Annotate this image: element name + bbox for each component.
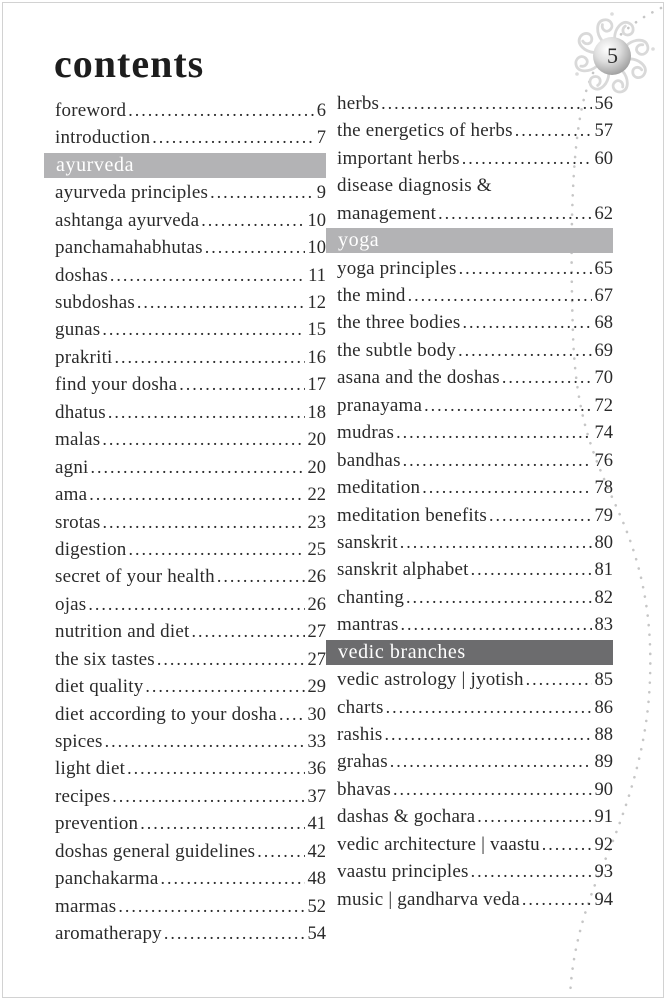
toc-entry-label: mantras bbox=[337, 614, 399, 636]
toc-column-right bbox=[337, 90, 613, 913]
toc-entry-label: prakriti bbox=[55, 346, 113, 368]
toc-entry-page: 25 bbox=[307, 539, 326, 560]
toc-entry bbox=[337, 282, 613, 309]
toc-entry bbox=[337, 721, 613, 748]
toc-entry-page: 6 bbox=[316, 101, 326, 121]
dot-leader bbox=[105, 728, 305, 755]
dot-leader bbox=[137, 289, 305, 316]
toc-entry bbox=[55, 481, 326, 508]
dot-leader bbox=[115, 344, 305, 371]
toc-column-left bbox=[55, 97, 326, 948]
toc-entry bbox=[55, 399, 326, 426]
toc-entry-label: subdoshas bbox=[55, 292, 135, 314]
dot-leader bbox=[201, 207, 304, 234]
toc-entry-label: diet quality bbox=[55, 676, 144, 698]
toc-entry-label: malas bbox=[55, 429, 101, 451]
toc-entry-label: herbs bbox=[337, 93, 380, 114]
toc-entry-label: the mind bbox=[337, 285, 406, 307]
dot-leader bbox=[128, 97, 314, 124]
dot-leader bbox=[191, 618, 304, 645]
toc-entry-label: gunas bbox=[55, 319, 101, 341]
dot-leader bbox=[403, 447, 592, 474]
toc-entry-page: 92 bbox=[594, 834, 613, 855]
dot-leader bbox=[157, 646, 305, 673]
toc-entry-page: 94 bbox=[594, 889, 613, 910]
toc-entry bbox=[55, 838, 326, 865]
toc-entry-label: secret of your health bbox=[55, 566, 215, 588]
toc-entry-label: light diet bbox=[55, 758, 126, 780]
toc-entry-page: 22 bbox=[307, 485, 326, 506]
toc-entry-page: 69 bbox=[594, 340, 613, 361]
page-number-badge: 5 bbox=[607, 43, 618, 68]
toc-entry-label: important herbs bbox=[337, 147, 460, 169]
toc-entry-label: introduction bbox=[55, 127, 151, 149]
dot-leader bbox=[542, 831, 592, 858]
toc-entry-label: bandhas bbox=[337, 449, 401, 471]
toc-entry-label: panchamahabhutas bbox=[55, 237, 203, 259]
toc-entry-page: 62 bbox=[594, 203, 613, 224]
toc-entry-label: mudras bbox=[337, 422, 395, 444]
toc-entry-label: meditation benefits bbox=[337, 504, 487, 526]
toc-entry-label: the six tastes bbox=[55, 648, 155, 670]
dot-leader bbox=[386, 694, 592, 721]
toc-entry-label: ayurveda principles bbox=[55, 182, 209, 204]
toc-entry-label: digestion bbox=[55, 538, 127, 560]
toc-entry bbox=[55, 371, 326, 398]
toc-entry bbox=[337, 474, 613, 501]
toc-entry-label: vaastu principles bbox=[337, 861, 469, 883]
toc-entry-label: the three bodies bbox=[337, 312, 461, 334]
dot-leader bbox=[128, 536, 304, 563]
toc-entry bbox=[55, 124, 326, 151]
toc-entry bbox=[337, 858, 613, 885]
toc-entry bbox=[55, 673, 326, 700]
dot-leader bbox=[140, 810, 304, 837]
toc-entry-label: management bbox=[337, 202, 437, 224]
toc-entry-page: 26 bbox=[307, 567, 326, 588]
toc-entry bbox=[337, 831, 613, 858]
toc-entry bbox=[55, 783, 326, 810]
toc-entry-label: asana and the doshas bbox=[337, 367, 500, 389]
toc-entry-label: vedic astrology | jyotish bbox=[337, 669, 524, 691]
toc-entry bbox=[55, 536, 326, 563]
toc-entry bbox=[337, 309, 613, 336]
toc-entry bbox=[337, 803, 613, 830]
section-header-vedic-branches: vedic branches bbox=[326, 640, 613, 665]
toc-entry bbox=[55, 646, 326, 673]
toc-entry bbox=[55, 618, 326, 645]
toc-entry bbox=[55, 509, 326, 536]
dot-leader bbox=[396, 419, 591, 446]
toc-entry-label: aromatherapy bbox=[55, 923, 162, 945]
toc-entry-page: 72 bbox=[594, 395, 613, 416]
section-header-yoga: yoga bbox=[326, 228, 613, 253]
dot-leader bbox=[110, 262, 305, 289]
dot-leader bbox=[393, 776, 592, 803]
toc-entry-page: 9 bbox=[316, 183, 326, 204]
toc-entry-label: rashis bbox=[337, 723, 383, 745]
toc-entry-page: 11 bbox=[308, 265, 326, 286]
toc-entry bbox=[55, 701, 326, 728]
toc-entry-page: 20 bbox=[307, 430, 326, 451]
toc-entry-page: 57 bbox=[594, 121, 613, 142]
toc-entry-page: 20 bbox=[307, 457, 326, 478]
toc-entry-page: 15 bbox=[307, 320, 326, 341]
toc-entry-label: meditation bbox=[337, 477, 421, 499]
toc-entry-page: 88 bbox=[594, 724, 613, 745]
dot-leader bbox=[205, 234, 305, 261]
toc-entry-page: 37 bbox=[307, 786, 326, 807]
dot-leader bbox=[522, 886, 592, 913]
toc-entry bbox=[55, 426, 326, 453]
dot-leader bbox=[160, 865, 304, 892]
toc-entry bbox=[337, 556, 613, 583]
toc-entry-label: bhavas bbox=[337, 778, 391, 800]
toc-entry-label: yoga principles bbox=[337, 257, 457, 279]
toc-entry-page: 10 bbox=[307, 238, 326, 259]
toc-entry bbox=[55, 234, 326, 261]
dot-leader bbox=[489, 502, 592, 529]
toc-entry-page: 65 bbox=[594, 258, 613, 279]
dot-leader bbox=[217, 563, 305, 590]
toc-entry-page: 80 bbox=[594, 532, 613, 553]
toc-entry bbox=[55, 591, 326, 618]
toc-entry-label: pranayama bbox=[337, 394, 423, 416]
toc-entry-label: charts bbox=[337, 696, 384, 718]
toc-entry-page: 68 bbox=[594, 313, 613, 334]
dot-leader bbox=[103, 509, 305, 536]
dot-leader bbox=[477, 803, 591, 830]
toc-entry-label: diet according to your dosha bbox=[55, 703, 277, 725]
toc-entry-label: vedic architecture | vaastu bbox=[337, 833, 540, 855]
toc-entry bbox=[337, 200, 613, 227]
toc-entry bbox=[55, 893, 326, 920]
toc-entry-label: the energetics of herbs bbox=[337, 120, 513, 142]
toc-entry-label: foreword bbox=[55, 100, 127, 121]
toc-entry-page: 42 bbox=[307, 841, 326, 862]
toc-entry-page: 27 bbox=[307, 622, 326, 643]
toc-entry bbox=[337, 529, 613, 556]
toc-entry-label: sanskrit alphabet bbox=[337, 559, 469, 581]
toc-entry-page: 52 bbox=[307, 896, 326, 917]
toc-entry-page: 90 bbox=[594, 779, 613, 800]
dot-leader bbox=[102, 426, 304, 453]
toc-entry-label: dashas & gochara bbox=[337, 806, 476, 828]
toc-entry-page: 7 bbox=[316, 128, 326, 149]
toc-entry bbox=[337, 364, 613, 391]
dot-leader bbox=[438, 200, 591, 227]
toc-entry-page: 67 bbox=[594, 286, 613, 307]
dot-leader bbox=[145, 673, 304, 700]
dot-leader bbox=[164, 920, 305, 947]
toc-entry-label: disease diagnosis & bbox=[337, 175, 492, 197]
toc-entry-page: 16 bbox=[307, 347, 326, 368]
toc-entry bbox=[55, 289, 326, 316]
dot-leader bbox=[210, 179, 314, 206]
toc-entry-label: ama bbox=[55, 484, 88, 506]
toc-entry-label: music | gandharva veda bbox=[337, 888, 520, 910]
toc-entry bbox=[337, 172, 613, 199]
toc-entry bbox=[337, 255, 613, 282]
dot-leader bbox=[502, 364, 592, 391]
dot-leader bbox=[462, 145, 592, 172]
toc-entry-page: 54 bbox=[307, 924, 326, 945]
dot-leader bbox=[118, 893, 304, 920]
toc-entry-page: 76 bbox=[594, 450, 613, 471]
toc-entry bbox=[337, 419, 613, 446]
toc-entry bbox=[337, 392, 613, 419]
dot-leader bbox=[91, 454, 305, 481]
toc-entry-label: recipes bbox=[55, 785, 111, 807]
dot-leader bbox=[515, 117, 592, 144]
dot-leader bbox=[401, 611, 592, 638]
toc-entry-page: 30 bbox=[307, 704, 326, 725]
toc-entry-page: 93 bbox=[594, 862, 613, 883]
toc-entry-page: 48 bbox=[307, 869, 326, 890]
dot-leader bbox=[471, 556, 592, 583]
dot-leader bbox=[406, 584, 591, 611]
toc-entry-page: 91 bbox=[594, 807, 613, 828]
toc-entry bbox=[55, 344, 326, 371]
toc-entry-page: 60 bbox=[594, 148, 613, 169]
toc-entry bbox=[55, 810, 326, 837]
toc-entry-label: find your dosha bbox=[55, 374, 178, 396]
toc-entry bbox=[55, 207, 326, 234]
dot-leader bbox=[408, 282, 592, 309]
toc-entry-page: 78 bbox=[594, 478, 613, 499]
toc-entry bbox=[337, 145, 613, 172]
dot-leader bbox=[102, 316, 304, 343]
toc-entry-page: 29 bbox=[307, 677, 326, 698]
toc-entry-label: ojas bbox=[55, 593, 87, 615]
toc-entry-label: agni bbox=[55, 456, 89, 478]
toc-entry bbox=[55, 316, 326, 343]
toc-entry-label: doshas general guidelines bbox=[55, 840, 256, 862]
toc-entry-page: 41 bbox=[307, 814, 326, 835]
toc-entry bbox=[337, 776, 613, 803]
toc-entry bbox=[55, 920, 326, 947]
dot-leader bbox=[400, 529, 592, 556]
toc-entry bbox=[337, 117, 613, 144]
toc-entry-label: panchakarma bbox=[55, 868, 159, 890]
page-title: contents bbox=[54, 41, 205, 86]
toc-entry-page: 10 bbox=[307, 210, 326, 231]
toc-entry-page: 85 bbox=[594, 670, 613, 691]
dot-leader bbox=[526, 666, 592, 693]
toc-entry bbox=[55, 865, 326, 892]
dot-leader bbox=[381, 90, 591, 117]
toc-entry-label: dhatus bbox=[55, 401, 106, 423]
dot-leader bbox=[390, 748, 592, 775]
toc-entry-page: 27 bbox=[307, 649, 326, 670]
toc-entry-page: 56 bbox=[594, 94, 613, 114]
dot-leader bbox=[88, 591, 304, 618]
toc-entry bbox=[55, 755, 326, 782]
toc-entry-label: prevention bbox=[55, 813, 139, 835]
dot-leader bbox=[459, 255, 592, 282]
toc-entry-page: 36 bbox=[307, 759, 326, 780]
toc-entry bbox=[337, 666, 613, 693]
toc-entry-page: 33 bbox=[307, 732, 326, 753]
toc-entry-label: nutrition and diet bbox=[55, 621, 190, 643]
toc-entry bbox=[337, 502, 613, 529]
toc-entry-page: 79 bbox=[594, 505, 613, 526]
dot-leader bbox=[112, 783, 304, 810]
dot-leader bbox=[463, 309, 592, 336]
toc-entry bbox=[337, 611, 613, 638]
dot-leader bbox=[179, 371, 304, 398]
toc-entry-page: 82 bbox=[594, 587, 613, 608]
toc-entry-page: 89 bbox=[594, 752, 613, 773]
dot-leader bbox=[471, 858, 592, 885]
dot-leader bbox=[108, 399, 305, 426]
dot-leader bbox=[152, 124, 313, 151]
toc-entry bbox=[55, 179, 326, 206]
dot-leader bbox=[279, 701, 305, 728]
toc-entry-label: the subtle body bbox=[337, 339, 457, 361]
toc-entry bbox=[55, 262, 326, 289]
toc-entry-page: 17 bbox=[307, 375, 326, 396]
toc-entry-label: doshas bbox=[55, 264, 108, 286]
toc-entry-label: marmas bbox=[55, 895, 117, 917]
toc-entry-label: chanting bbox=[337, 586, 405, 608]
toc-entry bbox=[55, 728, 326, 755]
toc-entry bbox=[337, 337, 613, 364]
toc-entry bbox=[55, 563, 326, 590]
dot-leader bbox=[89, 481, 304, 508]
toc-entry-page: 74 bbox=[594, 423, 613, 444]
dot-leader bbox=[424, 392, 591, 419]
section-header-ayurveda: ayurveda bbox=[44, 153, 326, 178]
toc-entry bbox=[337, 447, 613, 474]
dot-leader bbox=[422, 474, 591, 501]
toc-entry bbox=[337, 90, 613, 117]
toc-entry bbox=[337, 584, 613, 611]
toc-entry bbox=[337, 748, 613, 775]
toc-entry-page: 12 bbox=[307, 293, 326, 314]
dot-leader bbox=[385, 721, 592, 748]
toc-entry-page: 81 bbox=[594, 560, 613, 581]
toc-entry-label: srotas bbox=[55, 511, 101, 533]
dot-leader bbox=[458, 337, 591, 364]
toc-entry-label: ashtanga ayurveda bbox=[55, 209, 200, 231]
toc-entry-label: grahas bbox=[337, 751, 388, 773]
toc-entry-page: 86 bbox=[594, 697, 613, 718]
toc-entry-label: spices bbox=[55, 731, 103, 753]
toc-entry bbox=[55, 97, 326, 124]
toc-entry-label: sanskrit bbox=[337, 531, 398, 553]
toc-entry-page: 18 bbox=[307, 402, 326, 423]
toc-entry bbox=[55, 454, 326, 481]
toc-entry-page: 26 bbox=[307, 594, 326, 615]
toc-entry bbox=[337, 694, 613, 721]
toc-entry-page: 23 bbox=[307, 512, 326, 533]
toc-entry-page: 70 bbox=[594, 368, 613, 389]
dot-leader bbox=[127, 755, 304, 782]
toc-entry bbox=[337, 886, 613, 913]
toc-entry-page: 83 bbox=[594, 615, 613, 636]
dot-leader bbox=[257, 838, 304, 865]
